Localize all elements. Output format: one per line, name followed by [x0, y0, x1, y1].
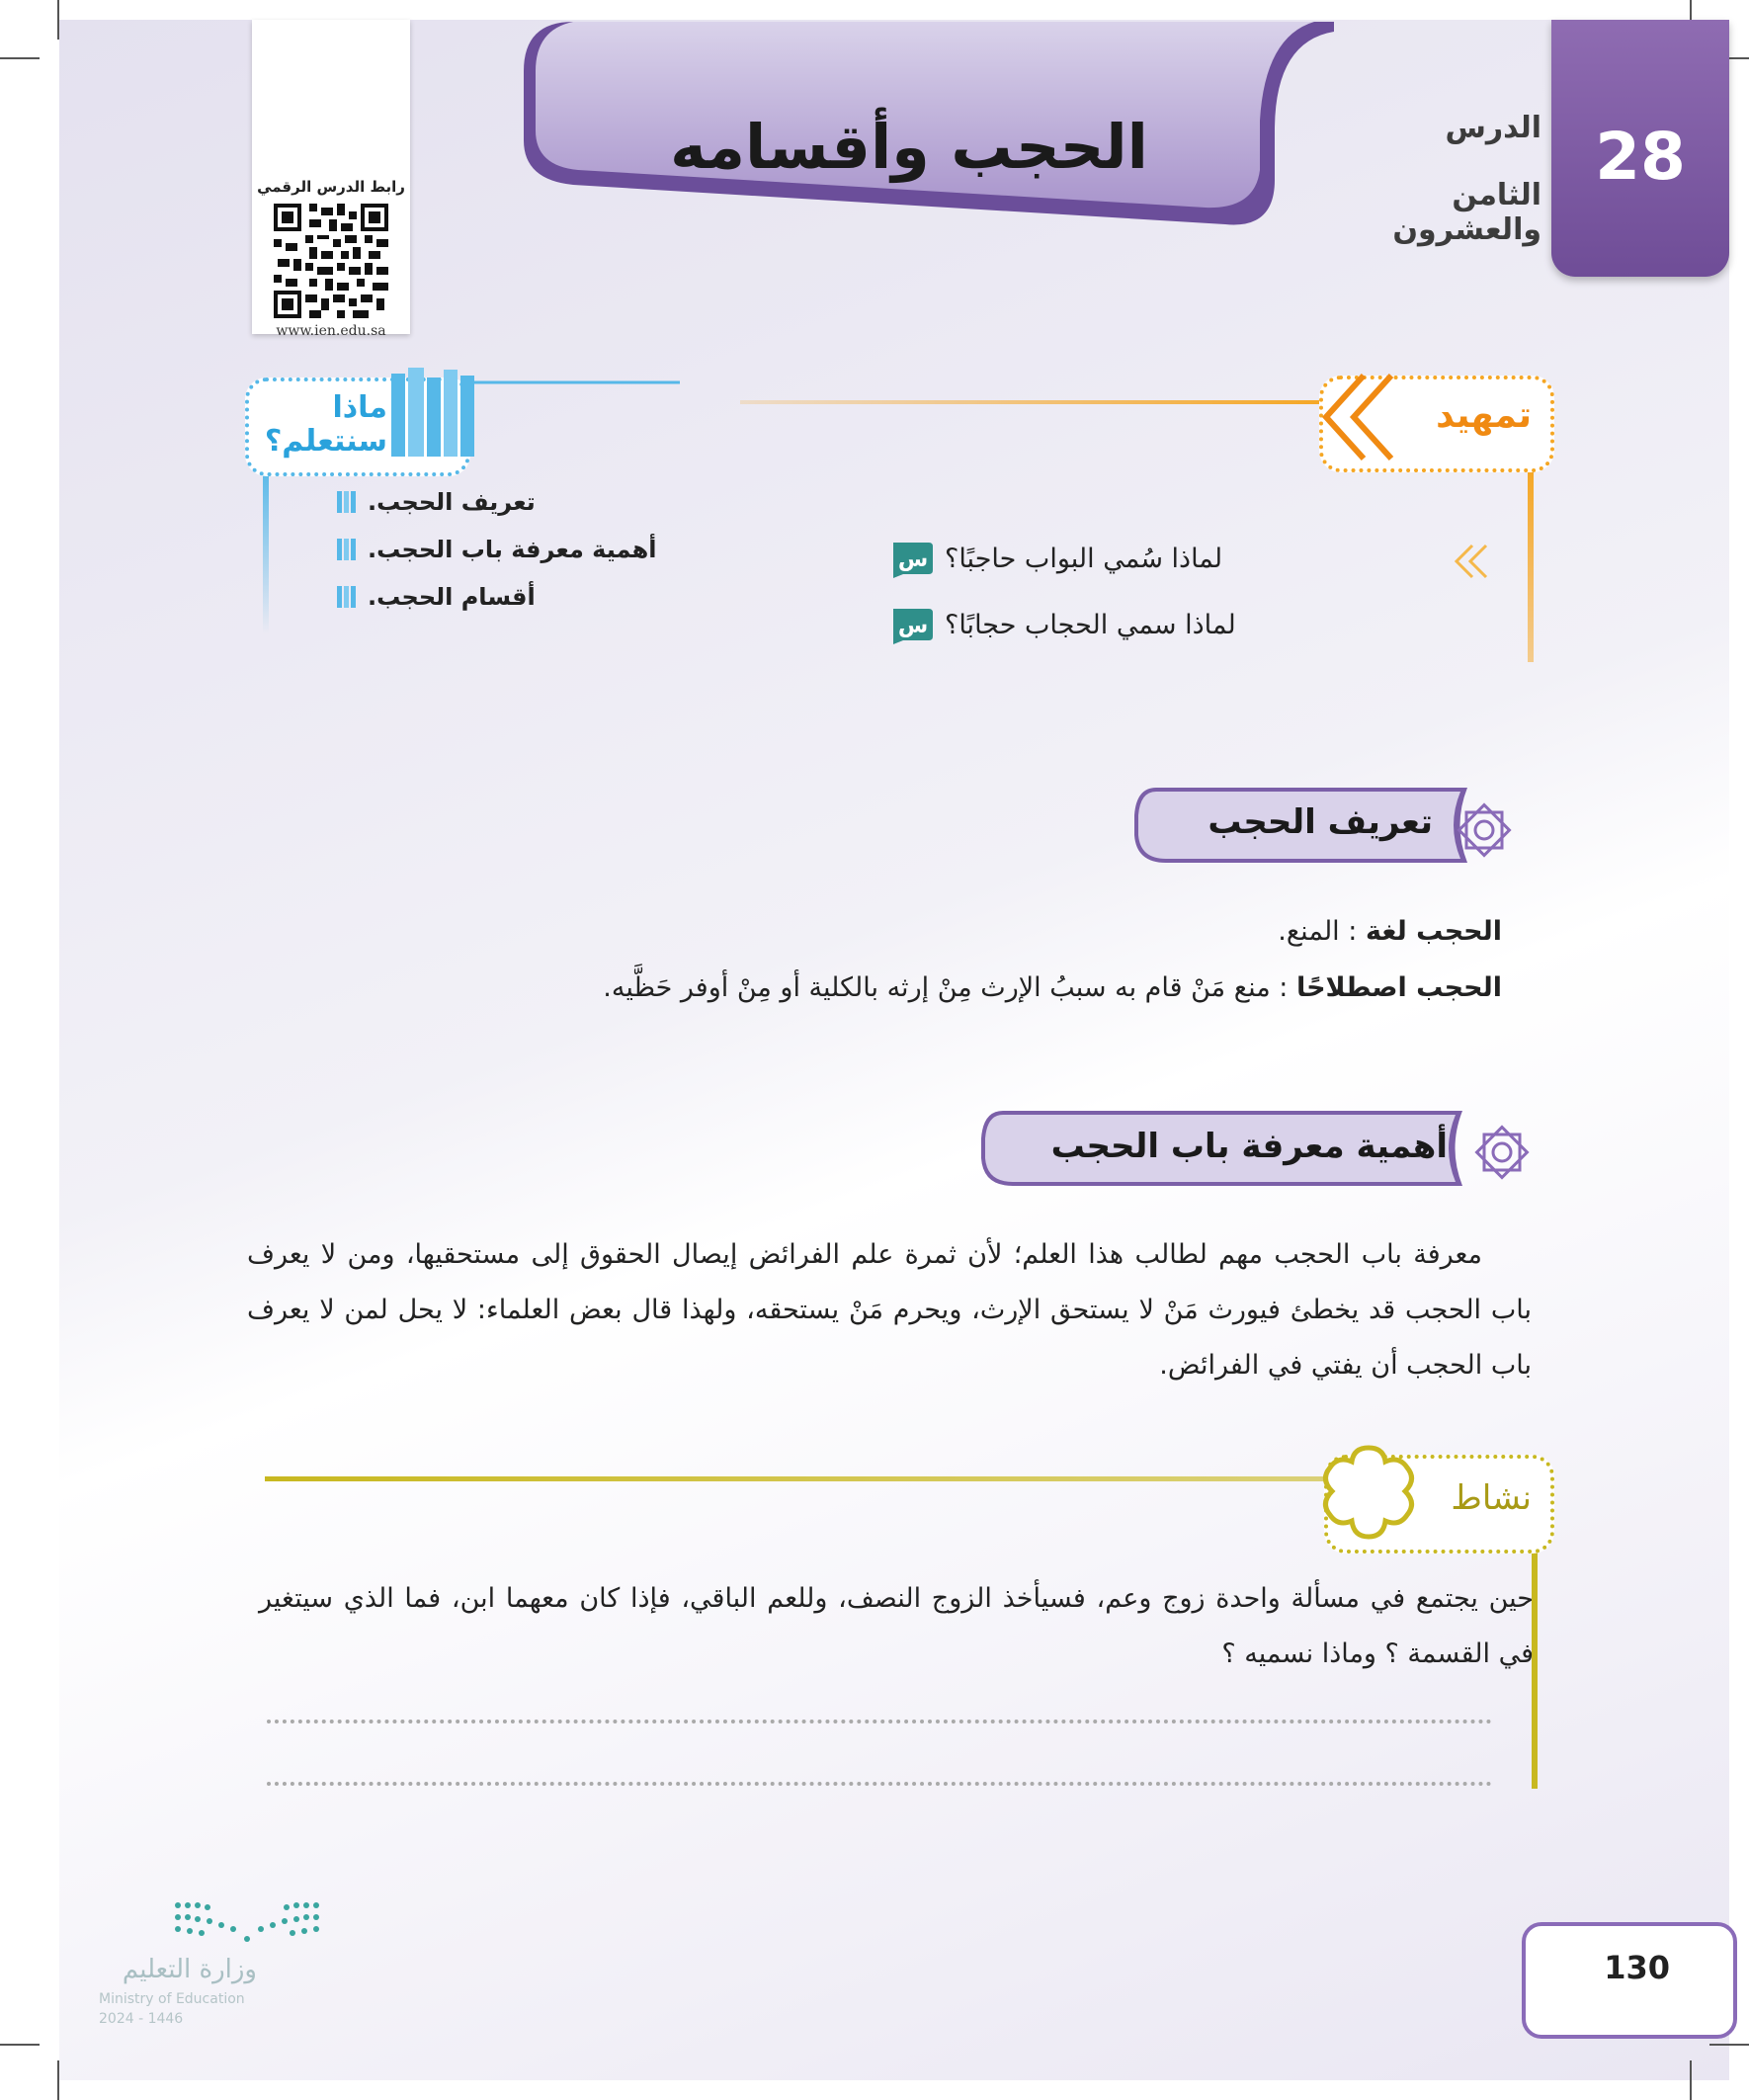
crop-mark: [1709, 2044, 1749, 2046]
importance-heading: أهمية معرفة باب الحجب: [1050, 1127, 1448, 1166]
crop-mark: [57, 0, 59, 40]
answer-line[interactable]: [267, 1782, 1492, 1786]
small-chevrons-icon: [1453, 542, 1492, 581]
definition-lang-term: الحجب لغة: [1365, 916, 1502, 947]
ministry-logo-icon: [168, 1895, 326, 1951]
objective-item: [336, 526, 677, 573]
page-title: الحجب وأقسامه: [670, 111, 1148, 183]
objective-text: أهمية معرفة باب الحجب.: [368, 536, 657, 563]
ministry-year: 2024 - 1446: [99, 2011, 184, 2027]
qr-code-icon[interactable]: [274, 204, 388, 318]
definition-heading: تعريف الحجب: [1208, 802, 1433, 842]
definition-lang: [395, 904, 1502, 960]
ornament-icon: [1453, 798, 1516, 862]
activity-label: نشاط: [1451, 1478, 1532, 1518]
ministry-name-ar: وزارة التعليم: [122, 1955, 257, 1984]
objective-text: أقسام الحجب.: [368, 583, 536, 611]
question-text: لماذا سمي الحجاب حجابًا؟: [945, 609, 1236, 640]
definition-term: [395, 961, 1502, 1016]
answer-line[interactable]: [267, 1720, 1492, 1723]
qr-label: رابط الدرس الرقمي: [257, 178, 405, 196]
qr-url[interactable]: www.ien.edu.sa: [276, 323, 386, 339]
importance-paragraph: معرفة باب الحجب مهم لطالب هذا العلم؛ لأن ثمرة علم الفرائض إيصال الحقوق إلى مستحقيها، ومن لا يعرف باب الحجب قد يخطئ فيورث مَنْ لا يستحق الإرث، ويحرم مَنْ يستحقه، ولهذا قال بعض العلماء: لا يحل لمن لا يعرف باب الحجب أن يفتي في الفرائض.: [247, 1239, 1532, 1381]
chevrons-icon: [1314, 368, 1403, 466]
lesson-number: 28: [1595, 119, 1686, 195]
crop-mark: [0, 2044, 40, 2046]
bullet-icon: [336, 584, 360, 610]
bullet-icon: [336, 489, 360, 515]
ministry-name-en: Ministry of Education: [99, 1991, 245, 2007]
lesson-word: الدرس: [1445, 111, 1541, 145]
question-badge-icon: [889, 539, 935, 578]
svg-text:س: س: [897, 614, 929, 638]
crop-mark: [0, 57, 40, 59]
books-icon: [387, 364, 478, 459]
crop-mark: [1690, 2060, 1692, 2100]
question-badge-icon: [889, 605, 935, 644]
objective-item: [336, 478, 677, 526]
crop-mark: [57, 2060, 59, 2100]
definition-lang-text: : المنع.: [1278, 916, 1358, 947]
activity-text: حين يجتمع في مسألة واحدة زوج وعم، فسيأخذ الزوج النصف، وللعم الباقي، فإذا كان معهما ابن، فما الذي سيتغير في القسمة ؟ وماذا نسميه ؟: [259, 1583, 1534, 1669]
intro-label: تمهيد: [1436, 395, 1532, 436]
definition-term-text: : منع مَنْ قام به سببُ الإرث مِنْ إرثه بالكلية أو مِنْ أوفر حَظَّيه.: [603, 972, 1289, 1003]
ornament-icon: [1470, 1121, 1534, 1184]
objective-item: [336, 573, 677, 621]
bullet-icon: [336, 537, 360, 562]
objectives-list: [336, 478, 677, 621]
svg-text:س: س: [897, 547, 929, 572]
intro-question: [889, 539, 1431, 578]
intro-question: [889, 605, 1431, 644]
page-number: 130: [1604, 1949, 1670, 1986]
objective-text: تعريف الحجب.: [368, 488, 536, 516]
lesson-ordinal: الثامن والعشرون: [1392, 178, 1541, 247]
lesson-number-badge: [1551, 20, 1729, 277]
definition-term-term: الحجب اصطلاحًا: [1295, 972, 1502, 1003]
objectives-title: ماذا سنتعلم؟: [264, 390, 387, 459]
flower-icon: [1314, 1438, 1423, 1547]
question-text: لماذا سُمي البواب حاجبًا؟: [945, 543, 1223, 574]
qr-card[interactable]: [252, 20, 410, 339]
